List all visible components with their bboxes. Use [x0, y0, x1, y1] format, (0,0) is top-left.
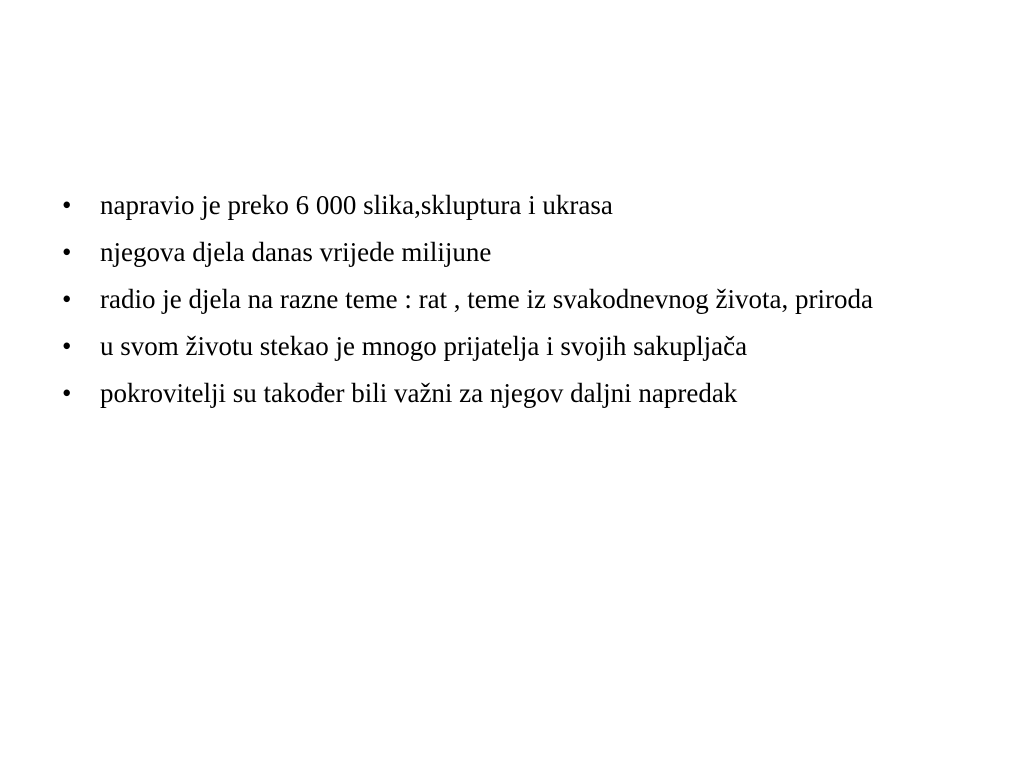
bullet-text: u svom životu stekao je mnogo prijatelja i svojih sakupljača: [100, 331, 748, 361]
list-item: [62, 376, 962, 410]
list-item: [62, 188, 962, 222]
bullet-text: pokrovitelji su također bili važni za njegov daljni napredak: [100, 378, 738, 408]
bullet-text: njegova djela danas vrijede milijune: [100, 237, 492, 267]
bullet-marker: •: [62, 237, 72, 267]
bullet-marker: •: [62, 378, 72, 408]
list-item: [62, 329, 962, 363]
bullet-marker: •: [62, 331, 72, 361]
bullet-marker: •: [62, 190, 72, 220]
bullet-text: napravio je preko 6 000 slika,skluptura i ukrasa: [100, 190, 613, 220]
bullet-marker: •: [62, 284, 72, 314]
list-item: [62, 282, 962, 316]
list-item: [62, 235, 962, 269]
bullet-list: [62, 188, 962, 423]
bullet-text: radio je djela na razne teme : rat , teme iz svakodnevnog života, priroda: [100, 284, 873, 314]
